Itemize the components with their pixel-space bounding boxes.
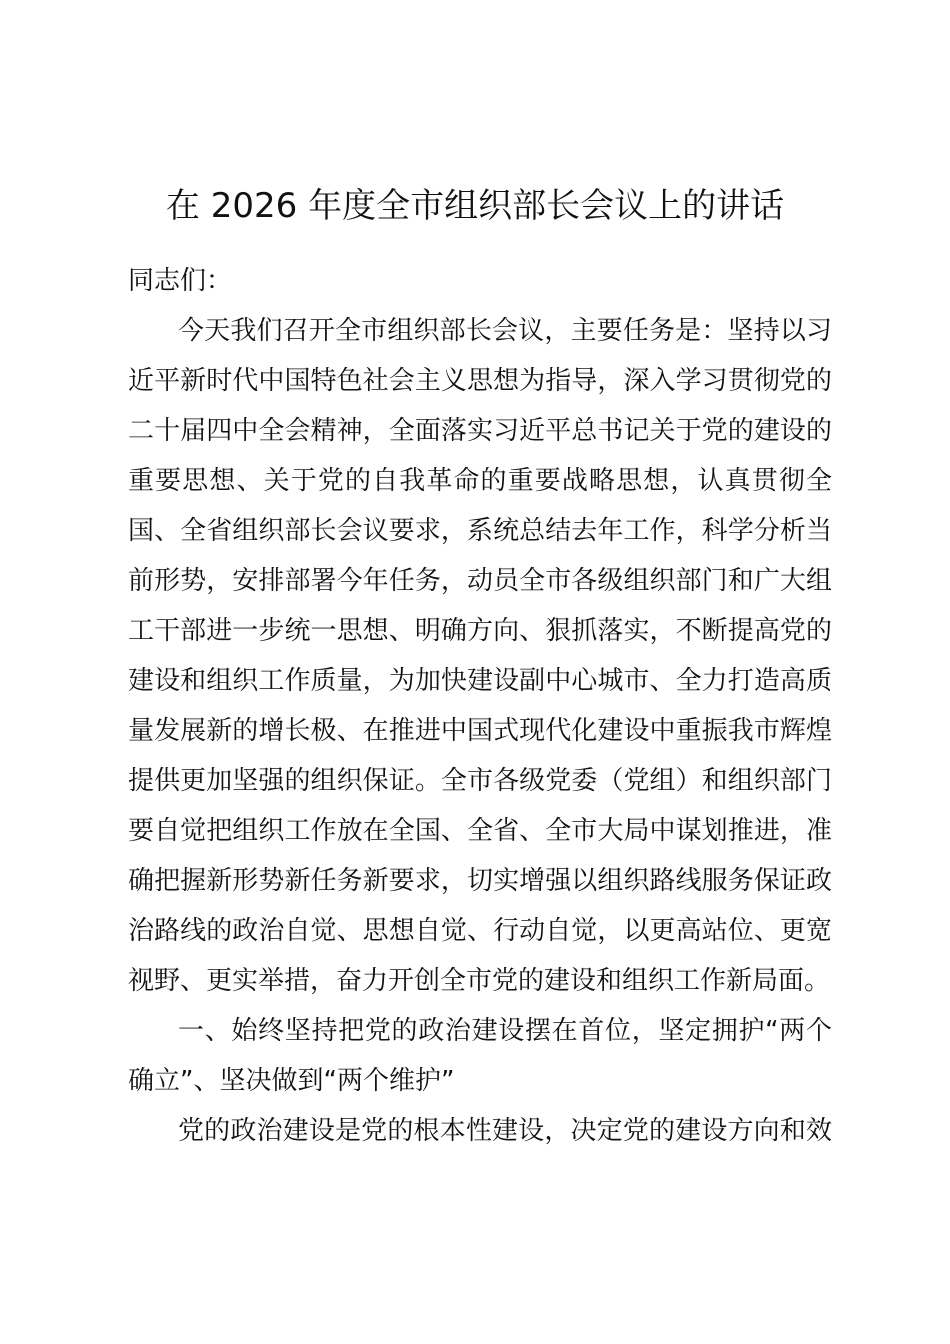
paragraph-line: 治路线的政治自觉、思想自觉、行动自觉，以更高站位、更宽 [128,916,832,946]
paragraph-line: 国、全省组织部长会议要求，系统总结去年工作，科学分析当 [128,516,832,546]
paragraph-line: 今天我们召开全市组织部长会议，主要任务是：坚持以习 [178,316,832,346]
salutation: 同志们： [128,266,233,296]
paragraph-line: 提供更加坚强的组织保证。全市各级党委（党组）和组织部门 [128,766,832,796]
paragraph-line: 党的政治建设是党的根本性建设，决定党的建设方向和效 [178,1116,832,1146]
paragraph-line: 视野、更实举措，奋力开创全市党的建设和组织工作新局面。 [128,966,831,996]
paragraph-line: 工干部进一步统一思想、明确方向、狠抓落实，不断提高党的 [128,616,832,646]
section-heading-1 [128,1006,832,1106]
paragraph-line: 要自觉把组织工作放在全国、全省、全市大局中谋划推进，准 [128,816,832,846]
paragraph-intro [128,306,832,1006]
heading-line: 确立”、坚决做到“两个维护” [128,1066,455,1096]
paragraph-section-1 [128,1106,832,1156]
paragraph-line: 重要思想、关于党的自我革命的重要战略思想，认真贯彻全 [128,466,832,496]
paragraph-line: 前形势，安排部署今年任务，动员全市各级组织部门和广大组 [128,566,832,596]
heading-line: 一、始终坚持把党的政治建设摆在首位，坚定拥护“两个 [178,1016,832,1046]
paragraph-line: 建设和组织工作质量，为加快建设副中心城市、全力打造高质 [128,666,832,696]
document-title: 在 2026 年度全市组织部长会议上的讲话 [165,186,785,226]
paragraph-line: 量发展新的增长极、在推进中国式现代化建设中重振我市辉煌 [128,716,832,746]
document-body [128,256,832,1156]
paragraph-line: 二十届四中全会精神，全面落实习近平总书记关于党的建设的 [128,416,832,446]
paragraph-line: 近平新时代中国特色社会主义思想为指导，深入学习贯彻党的 [128,366,832,396]
paragraph-line: 确把握新形势新任务新要求，切实增强以组织路线服务保证政 [128,866,832,896]
